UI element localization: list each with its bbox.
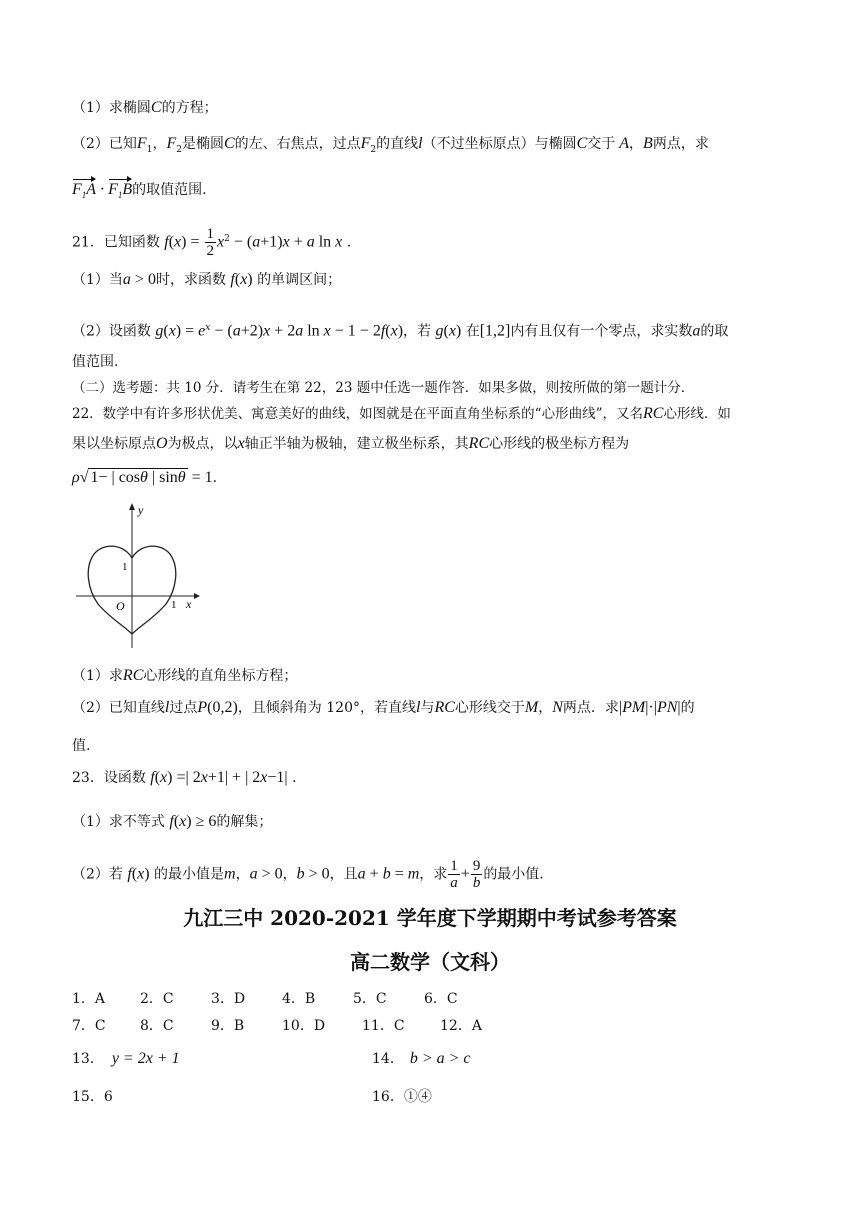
- q22-stem-line2: 果以坐标原点O为极点，以x轴正半轴为极轴，建立极坐标系，其RC心形线的极坐标方程为: [72, 435, 630, 452]
- section-optional: （二）选考题：共 10 分．请考生在第 22，23 题中任选一题作答．如果多做，则按所做的第一题计分．: [72, 380, 695, 396]
- q22-part2-line2: 值.: [72, 738, 91, 754]
- answer-13: 13． y = 2x + 1: [72, 1050, 180, 1067]
- q23-part2: （2）若 f(x) 的最小值是m，a > 0，b > 0，且a + b = m，求 $\frac{1}{a}$ + $\frac{9}{b}$ 的最小值.: [72, 858, 544, 891]
- x-axis-label: x: [186, 597, 192, 611]
- answer-10: 10．D: [282, 1018, 326, 1034]
- answer-title: 九江三中 2020-2021 学年度下学期期中考试参考答案: [183, 906, 677, 930]
- answer-16: 16．①④: [372, 1089, 432, 1105]
- y-axis-arrow: [129, 503, 135, 510]
- q23-stem: 23．设函数 f(x) =| 2x+1| + | 2x−1| .: [72, 769, 297, 786]
- answer-11: 11．C: [362, 1018, 405, 1034]
- heart-curve-figure: [74, 500, 204, 650]
- q23-part1: （1）求不等式 f(x) ≥ 6的解集；: [72, 813, 273, 830]
- q22-polar-equation: ρ√ 1− | cosθ | sinθ = 1.: [72, 469, 218, 486]
- q22-part2-line1: （2）已知直线l过点P(0,2)，且倾斜角为 120°，若直线l与RC心形线交于M，N两点．求|PM|·|PN|的: [72, 699, 695, 716]
- answer-14: 14． b > a > c: [372, 1050, 471, 1067]
- q20-part1: （1）求椭圆C的方程；: [72, 99, 218, 116]
- y-tick-label: 1: [122, 561, 128, 573]
- answer-9: 9．B: [211, 1018, 245, 1034]
- q20-part2-line2: $F_1A \cdot F_1B$的取值范围.: [72, 180, 207, 205]
- q21-stem: 21．已知函数 f(x) = $\frac{1}{2}$ $x^2 - (a+1)x + a$ ln x .: [72, 226, 352, 259]
- answer-2: 2．C: [140, 991, 174, 1007]
- answer-15: 15．6: [72, 1089, 113, 1105]
- answer-7: 7．C: [72, 1018, 106, 1034]
- answer-1: 1．A: [72, 991, 106, 1007]
- y-axis-label: y: [138, 503, 144, 517]
- answer-8: 8．C: [140, 1018, 174, 1034]
- q21-part2-line2: 值范围.: [72, 354, 119, 370]
- q21-part1: （1）当a > 0时，求函数 f(x) 的单调区间；: [72, 271, 342, 288]
- answer-12: 12．A: [440, 1018, 482, 1034]
- answer-6: 6．C: [424, 991, 458, 1007]
- x-axis-arrow: [194, 593, 200, 599]
- q21-part2-line1: （2）设函数 $g(x) = e^x - (a+2)x + 2a$ ln x − 1 − 2f(x)，若 g(x) 在[1,2]内有且仅有一个零点，求实数a的取: [72, 322, 729, 340]
- answer-4: 4．B: [282, 991, 316, 1007]
- q22-stem-line1: 22．数学中有许多形状优美、寓意美好的曲线，如图就是在平面直角坐标系的“心形曲线”，又名RC心形线．如: [72, 405, 731, 422]
- origin-label: O: [116, 599, 125, 613]
- x-tick-label: 1: [171, 599, 177, 611]
- q20-part2-line1: （2）已知$F_1$，$F_2$是椭圆C的左、右焦点，过点$F_2$的直线l（不过坐标原点）与椭圆C交于 A，B两点，求: [72, 135, 709, 155]
- answer-subtitle: 高二数学（文科）: [350, 950, 510, 974]
- answer-5: 5．C: [353, 991, 387, 1007]
- answer-3: 3．D: [211, 991, 246, 1007]
- q22-part1: （1）求RC心形线的直角坐标方程；: [72, 667, 298, 684]
